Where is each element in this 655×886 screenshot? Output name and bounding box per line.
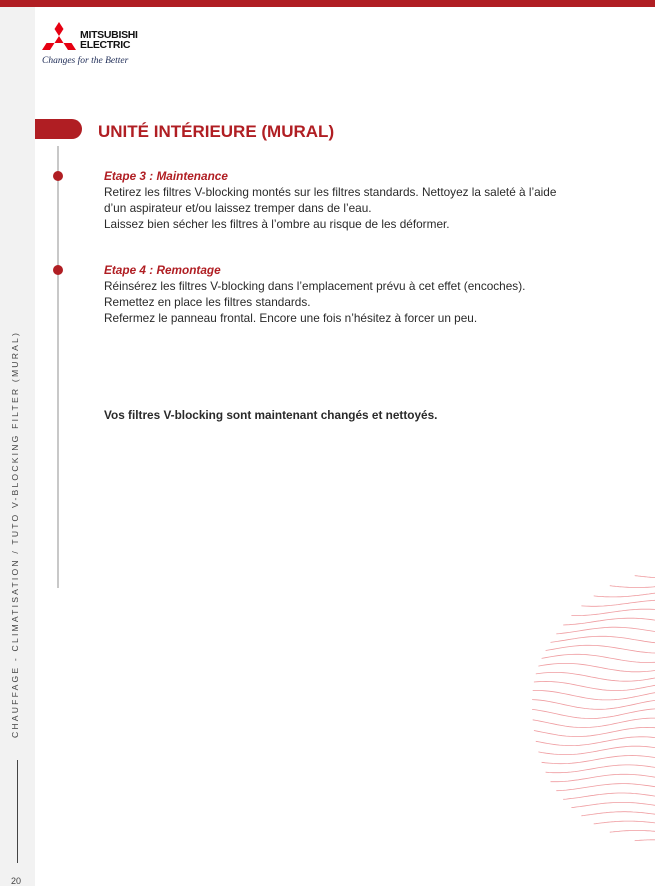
- sidebar-vertical-title: CHAUFFAGE - CLIMATISATION / TUTO V-BLOCKING FILTER (MURAL): [10, 330, 20, 738]
- wave-line: [635, 840, 655, 841]
- wave-line: [563, 618, 655, 625]
- step-4-line-3: Refermez le panneau frontal. Encore une fois n’hésitez à forcer un peu.: [104, 311, 478, 325]
- timeline-dot-step-3: [53, 171, 63, 181]
- section-title: UNITÉ INTÉRIEURE (MURAL): [98, 122, 335, 141]
- step-4-title: Etape 4 : Remontage: [104, 263, 221, 277]
- wave-line: [542, 756, 655, 764]
- step-3-line-3: Laissez bien sécher les filtres à l’ombre au risque de les déformer.: [104, 217, 450, 231]
- wave-line: [581, 600, 655, 606]
- wave-line: [563, 793, 655, 799]
- wave-line: [551, 774, 655, 781]
- step-3-title: Etape 3 : Maintenance: [104, 169, 228, 183]
- wave-line: [542, 654, 655, 662]
- step-3-block: [104, 168, 556, 232]
- wave-line: [610, 831, 655, 833]
- page-number: 20: [11, 876, 22, 886]
- logo-word-electric: ELECTRIC: [80, 39, 131, 51]
- wave-line: [532, 709, 655, 719]
- sidebar-vertical-rule: [17, 760, 18, 863]
- timeline-dot-step-4: [53, 265, 63, 275]
- wave-line: [546, 645, 655, 653]
- step-4-line-1: Réinsérez les filtres V-blocking dans l’emplacement prévu à cet effet (encoches).: [104, 279, 526, 293]
- wave-line: [532, 700, 655, 710]
- top-accent-bar: [0, 0, 655, 7]
- wave-line: [571, 802, 655, 807]
- wave-line: [556, 627, 655, 634]
- wave-line: [594, 593, 655, 597]
- wave-line: [533, 718, 655, 727]
- mitsubishi-electric-logo: [42, 22, 182, 70]
- conclusion-text: Vos filtres V-blocking sont maintenant changés et nettoyés.: [104, 408, 438, 422]
- section-title-marker: [35, 119, 82, 139]
- step-3-line-2: d’un aspirateur et/ou laissez tremper dans de l’eau.: [104, 201, 372, 215]
- wave-line: [534, 727, 655, 736]
- wave-line: [534, 681, 655, 690]
- wave-line: [594, 821, 655, 824]
- wave-line: [556, 784, 655, 791]
- three-diamonds-icon: [42, 22, 76, 50]
- wave-line: [536, 672, 655, 681]
- wave-line: [610, 586, 655, 588]
- wave-line: [635, 576, 655, 578]
- decorative-wave-sphere: [520, 574, 655, 844]
- step-4-line-2: Remettez en place les filtres standards.: [104, 295, 311, 309]
- step-4-block: [104, 262, 525, 326]
- step-3-line-1: Retirez les filtres V-blocking montés sur les filtres standards. Nettoyez la saleté à l’aide: [104, 185, 557, 199]
- wave-line: [581, 812, 655, 816]
- wave-line: [536, 737, 655, 746]
- wave-line: [571, 609, 655, 615]
- wave-line: [538, 663, 655, 671]
- timeline-line: [57, 146, 59, 588]
- wave-line: [546, 765, 655, 773]
- logo-word-mitsubishi: MITSUBISHI: [80, 29, 138, 41]
- logo-tagline: Changes for the Better: [42, 56, 129, 66]
- wave-line: [538, 746, 655, 754]
- wave-line: [551, 636, 655, 642]
- wave-line: [533, 691, 655, 700]
